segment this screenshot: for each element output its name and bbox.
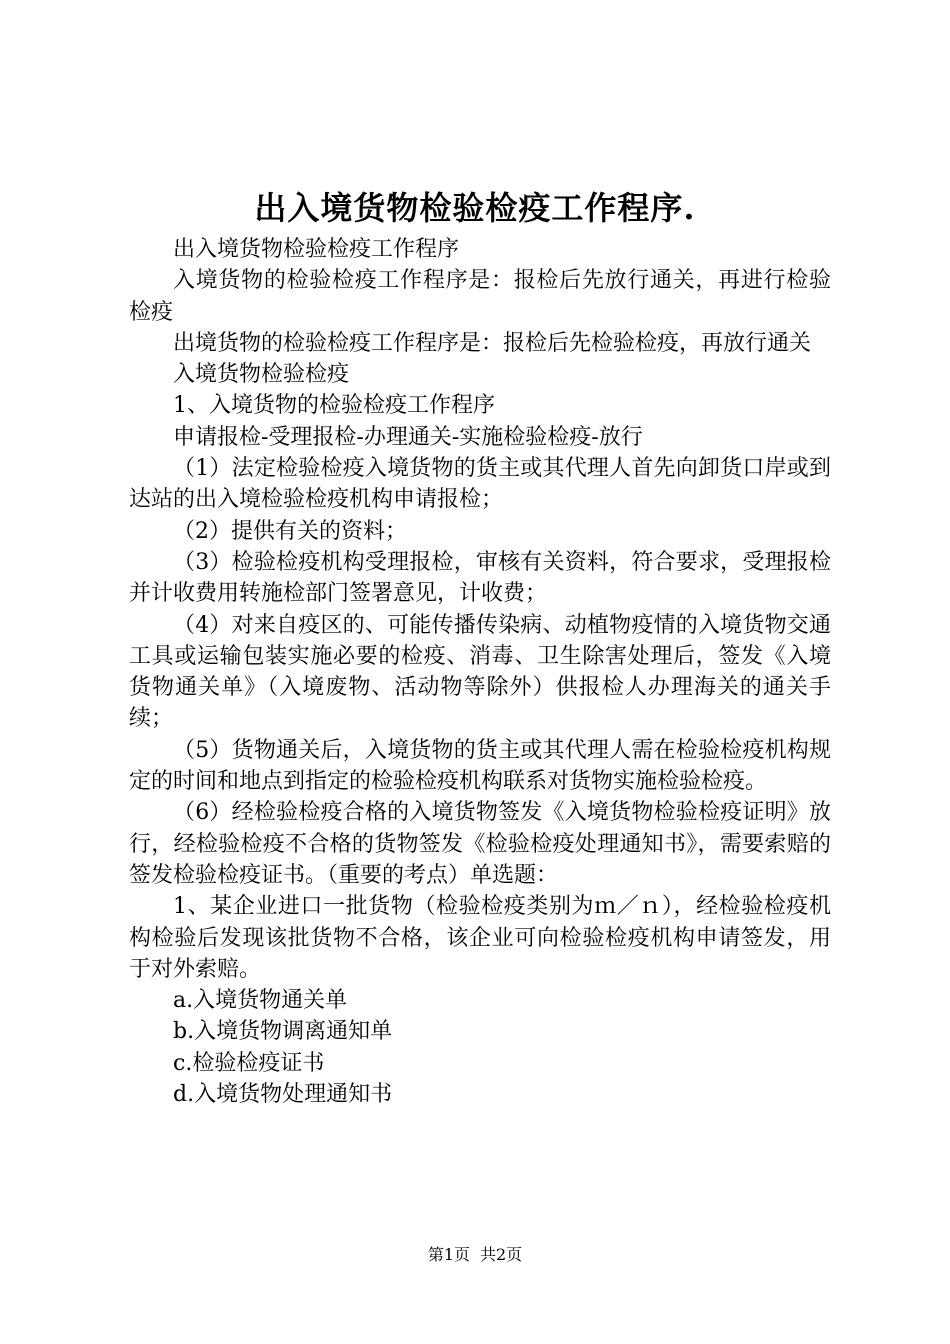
paragraph-step-5: （5）货物通关后，入境货物的货主或其代理人需在检验检疫机构规定的时间和地点到指定的检验检疫机构联系对货物实施检验检疫。 (129, 737, 831, 795)
option-a: a.入境货物通关单 (173, 988, 348, 1014)
option-d: d.入境货物处理通知书 (173, 1082, 393, 1108)
paragraph-step-4: （4）对来自疫区的、可能传播传染病、动植物疫情的入境货物交通工具或运输包装实施必要的检疫、消毒、卫生除害处理后，签发《入境货物通关单》（入境废物、活动物等除外）供报检人办理海关的通关手续； (129, 612, 831, 732)
paragraph-step-3: （3）检验检疫机构受理报检，审核有关资料，符合要求，受理报检并计收费用转施检部门签署意见，计收费； (129, 549, 831, 607)
paragraph-flow: 申请报检-受理报检-办理通关-实施检验检疫-放行 (173, 424, 643, 450)
page-number: 第1页 (427, 1245, 470, 1264)
document-title: 出入境货物检验检疫工作程序. (254, 189, 696, 227)
paragraph-question-1: 1、某企业进口一批货物（检验检疫类别为ｍ／ｎ），经检验检疫机构检验后发现该批货物不合格，该企业可向检验检疫机构申请签发，用于对外索赔。 (129, 894, 831, 982)
paragraph-import-section: 入境货物检验检疫 (173, 362, 350, 388)
paragraph-section-1: 1、入境货物的检验检疫工作程序 (173, 393, 495, 419)
option-b: b.入境货物调离通知单 (173, 1019, 393, 1045)
paragraph-step-2: （2）提供有关的资料； (173, 518, 407, 544)
paragraph-export-procedure: 出境货物的检验检疫工作程序是：报检后先检验检疫，再放行通关 (173, 330, 812, 356)
page-footer (0, 1244, 950, 1266)
paragraph-import-procedure: 入境货物的检验检疫工作程序是：报检后先放行通关，再进行检验检疫 (129, 268, 831, 325)
paragraph-step-6: （6）经检验检疫合格的入境货物签发《入境货物检验检疫证明》放行，经检验检疫不合格的货物签发《检验检疫处理通知书》，需要索赔的签发检验检疫证书。（重要的考点）单选题： (129, 800, 831, 888)
paragraph-step-1: （1）法定检验检疫入境货物的货主或其代理人首先向卸货口岸或到达站的出入境检验检疫机构申请报检； (129, 456, 831, 513)
paragraph-heading: 出入境货物检验检疫工作程序 (173, 237, 460, 262)
page-total: 共2页 (480, 1245, 523, 1264)
document-body (129, 234, 831, 1110)
option-c: c.检验检疫证书 (173, 1050, 325, 1076)
